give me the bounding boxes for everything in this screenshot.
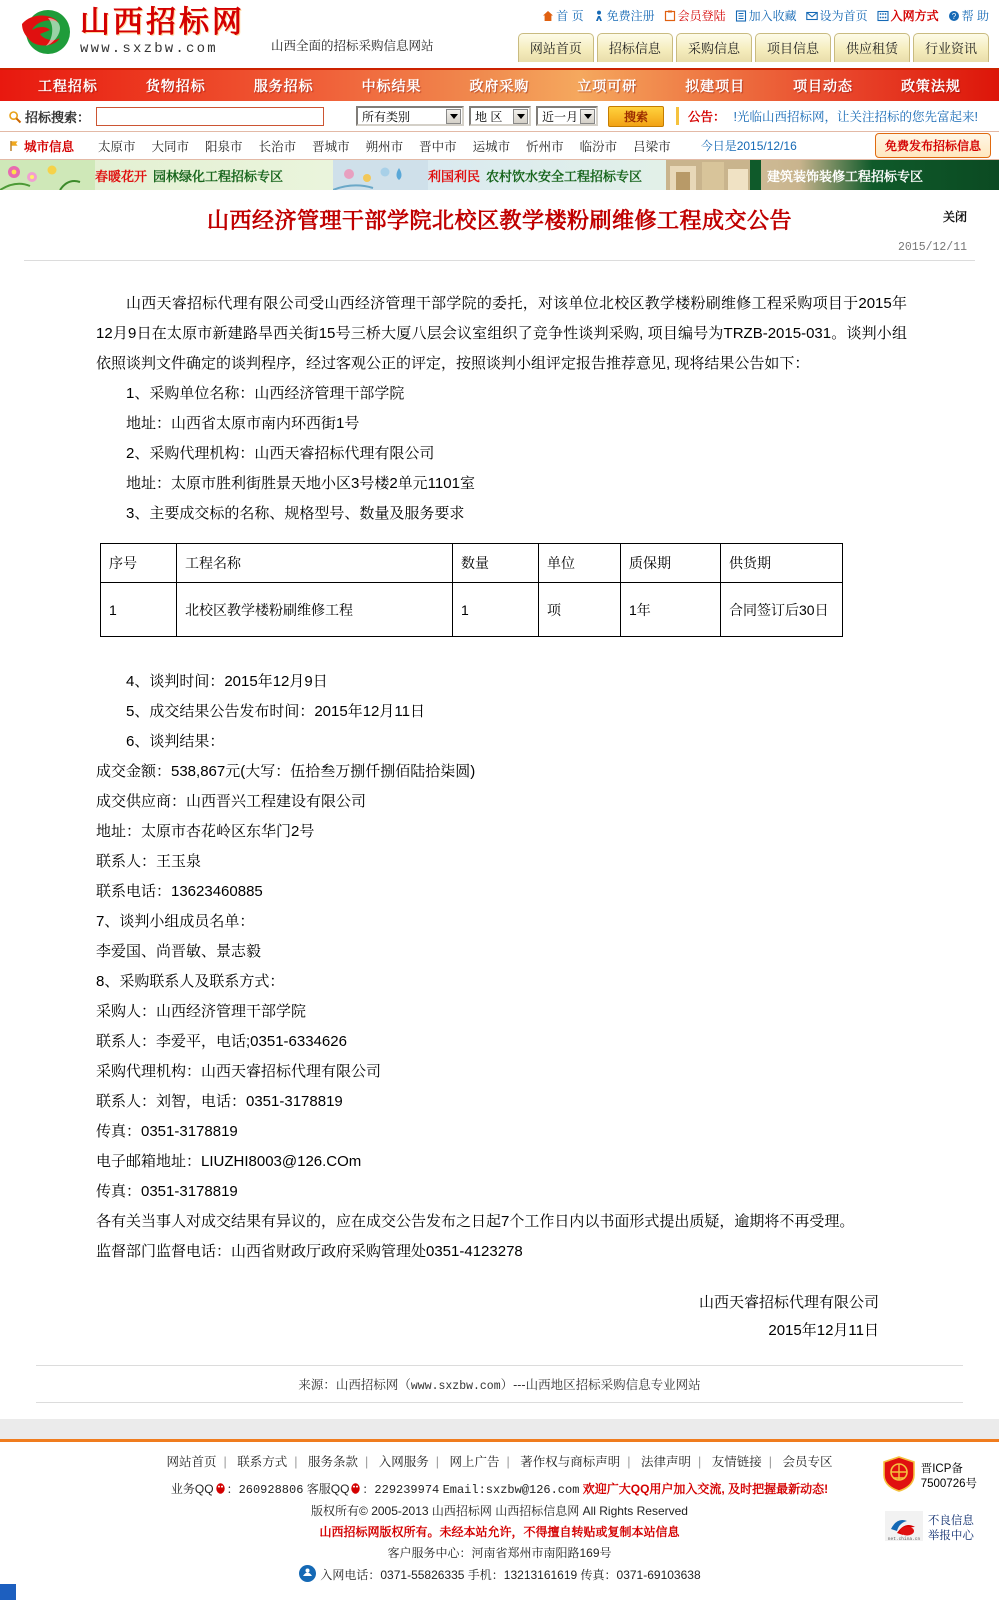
footer-link-copyright-trademark[interactable]: 著作权与商标声明: [520, 1455, 621, 1469]
nav-tab-purchase[interactable]: 采购信息: [676, 33, 752, 62]
article-line-fax-1: 传真：0351-3178819: [96, 1123, 238, 1140]
footer-contact-text: 入网电话：0371-55826335 手机：13213161619 传真：0371-69103638: [320, 1568, 701, 1582]
article-line-purchaser-name: 1、采购单位名称：山西经济管理干部学院: [126, 385, 405, 402]
category-select[interactable]: [356, 106, 464, 126]
banner-rural-water[interactable]: [333, 160, 666, 190]
article-line-supplier: 成交供应商：山西晋兴工程建设有限公司: [96, 793, 367, 810]
menu-item-results[interactable]: 中标结果: [361, 77, 422, 94]
logo-url: www.sxzbw.com: [80, 40, 218, 57]
table-cell-qty: 1: [453, 583, 539, 637]
svc-qq-number[interactable]: 229239974: [374, 1483, 440, 1497]
banner-row: [0, 160, 999, 190]
top-link-login[interactable]: [664, 7, 726, 24]
main-menu-bar: [0, 70, 999, 101]
icp-line-2: 7500726号: [920, 1477, 977, 1490]
article-line-agency-name: 2、采购代理机构：山西天睿招标代理有限公司: [126, 445, 435, 462]
top-link-register[interactable]: [593, 7, 655, 24]
search-input[interactable]: [96, 107, 324, 126]
footer-link-terms[interactable]: 服务条款: [307, 1455, 358, 1469]
article-line-purchaser: 采购人：山西经济管理干部学院: [96, 1003, 307, 1020]
nav-tab-bidding[interactable]: 招标信息: [597, 33, 673, 62]
svg-text:net.china.cn: net.china.cn: [887, 1537, 921, 1541]
source-prefix: 来源：山西招标网（: [298, 1378, 411, 1392]
period-select[interactable]: [536, 106, 598, 126]
today-date: 今日是2015/12/16: [700, 139, 797, 153]
spacer: [96, 637, 907, 667]
announcement-label: 公告：: [688, 110, 726, 124]
list-icon: [735, 10, 747, 22]
top-link-favorite[interactable]: [735, 7, 797, 24]
footer-link-legal[interactable]: 法律声明: [640, 1455, 691, 1469]
article-header: [14, 190, 985, 235]
search-button[interactable]: 搜索: [608, 106, 664, 127]
footer-email[interactable]: Email:sxzbw@126.com: [442, 1483, 580, 1497]
top-link-joinnet-label: 入网方式: [890, 9, 939, 23]
table-cell-warranty: 1年: [621, 583, 721, 637]
region-select-value: 地 区: [475, 109, 503, 124]
footer-link-contact[interactable]: 联系方式: [237, 1455, 288, 1469]
city-taiyuan[interactable]: 太原市: [98, 139, 136, 154]
table-cell-index: 1: [101, 583, 177, 637]
logo-icon: [18, 4, 74, 60]
footer-badges: [882, 1456, 977, 1546]
announcement-bar: [676, 107, 978, 125]
top-link-joinnet[interactable]: [877, 7, 939, 24]
home-icon: [542, 10, 554, 22]
city-datong[interactable]: 大同市: [151, 139, 190, 154]
banner-decoration[interactable]: [666, 160, 999, 190]
menu-item-engineering[interactable]: 工程招标: [37, 77, 98, 94]
banner-landscaping-text: 园林绿化工程招标专区: [153, 168, 284, 184]
signature-date: 2015年12月11日: [768, 1322, 879, 1339]
nav-tab-supply-lease[interactable]: 供应租赁: [834, 33, 910, 62]
banner-landscaping-red: 春暖花开: [95, 168, 148, 184]
footer-copyright: 版权所有© 2005-2013 山西招标网 山西招标信息网 All Rights Reserved: [311, 1504, 688, 1518]
chevron-down-icon: [513, 109, 528, 124]
table-row: [101, 583, 843, 637]
nav-tab-industry-news[interactable]: 行业资讯: [913, 33, 989, 62]
icp-line-1: 晋ICP备: [920, 1462, 963, 1475]
table-header-index: 序号: [101, 544, 177, 583]
banner-rural-water-red: 利国利民: [428, 168, 481, 184]
footer-qq-line: 业务QQ ：260928806 客服QQ ：229239974 Email:sxzbw@126.com 欢迎广大QQ用户加入交流, 及时把握最新动态!: [170, 1482, 829, 1497]
banner-landscaping[interactable]: [0, 160, 333, 190]
table-header-row: [101, 544, 843, 583]
menu-item-goods[interactable]: 货物招标: [145, 77, 206, 94]
top-link-help-label: 帮 助: [961, 9, 989, 23]
top-link-home[interactable]: [542, 7, 583, 24]
city-xinzhou[interactable]: 忻州市: [526, 139, 564, 154]
article-line-negotiation-date: 4、谈判时间：2015年12月9日: [126, 673, 328, 690]
report-line-2: 举报中心: [927, 1529, 974, 1542]
article-line-items-heading: 3、主要成交标的名称、规格型号、数量及服务要求: [126, 505, 465, 522]
category-select-value: 所有类别: [362, 109, 411, 124]
article-source: [36, 1365, 963, 1403]
top-link-register-label: 免费注册: [606, 9, 655, 23]
banner-rural-water-text: 农村饮水安全工程招标专区: [486, 168, 643, 184]
article-body: [14, 261, 985, 1345]
top-link-home-label: 首 页: [556, 9, 584, 23]
article-intro: 山西天睿招标代理有限公司受山西经济管理干部学院的委托，对该单位北校区教学楼粉刷维修工程采购项目于2015年12月9日在太原市新建路旱西关街15号三桥大厦八层会议室组织了竞争性谈判采购, 项目编号为TRZB-2015-031。谈判小组依照谈判文件确定的谈判程序，经过客观公正的评定，按照谈判小组评定报告推荐意见, 现将结果公告如下：: [96, 295, 907, 372]
table-header-delivery: 供货期: [721, 544, 843, 583]
article-line-fax-2: 传真：0351-3178819: [96, 1183, 238, 1200]
report-text: [928, 1514, 974, 1544]
footer-link-online-ads[interactable]: 网上广告: [449, 1455, 500, 1469]
footer-service-center: 客户服务中心：河南省郑州市南阳路169号: [387, 1546, 612, 1560]
article-date: 2015/12/11: [897, 241, 967, 254]
logo-title: 山西招标网: [80, 5, 245, 41]
table-header-warranty: 质保期: [621, 544, 721, 583]
table-header-name: 工程名称: [177, 544, 453, 583]
signature-company: 山西天睿招标代理有限公司: [698, 1294, 879, 1311]
icp-text: [921, 1462, 977, 1492]
top-link-help[interactable]: [948, 7, 989, 24]
table-header-unit: 单位: [539, 544, 621, 583]
city-info-text: 城市信息: [24, 139, 75, 154]
search-label-text: 招标搜索：: [25, 109, 91, 125]
free-publish-button[interactable]: 免费发布招标信息: [875, 133, 991, 158]
building-icon: [666, 160, 761, 190]
city-linfen[interactable]: 临汾市: [579, 139, 618, 154]
article-line-supplier-contact: 联系人：王玉泉: [96, 853, 202, 870]
close-button[interactable]: 关闭: [942, 210, 967, 224]
city-changzhi[interactable]: 长治市: [258, 139, 297, 154]
menu-item-service[interactable]: 服务招标: [253, 77, 314, 94]
svg-text:?: ?: [951, 11, 956, 21]
menu-item-policy[interactable]: 政策法规: [900, 77, 961, 94]
city-jinzhong[interactable]: 晋中市: [419, 139, 457, 154]
period-select-value: 近一月: [542, 109, 579, 124]
article-line-supplier-address: 地址：太原市杏花岭区东华门2号: [96, 823, 315, 840]
city-yangquan[interactable]: 阳泉市: [205, 139, 243, 154]
banner-decoration-text: 建筑装饰装修工程招标专区: [767, 168, 924, 184]
announcement-text: !光临山西招标网，让关注招标的您先富起来!: [733, 110, 978, 124]
search-bar: [0, 101, 999, 132]
article-line-agency-contact: 联系人：刘智，电话：0351-3178819: [96, 1093, 343, 1110]
footer-link-friendly-links[interactable]: 友情链接: [711, 1455, 762, 1469]
flowers-icon: [0, 160, 95, 190]
icp-badge[interactable]: [882, 1456, 977, 1497]
article-line-agency-address: 地址：太原市胜利街胜景天地小区3号楼2单元1101室: [126, 475, 475, 492]
menu-item-project-news[interactable]: 项目动态: [793, 77, 854, 94]
article-line-supervision-phone: 监督部门监督电话：山西省财政厅政府采购管理处0351-4123278: [96, 1243, 523, 1260]
table-cell-name: 北校区教学楼粉刷维修工程: [177, 583, 453, 637]
region-select[interactable]: [469, 106, 531, 126]
site-tagline: 山西全面的招标采购信息网站: [271, 39, 434, 53]
card-icon: [664, 10, 676, 22]
qq-penguin-icon: [350, 1481, 361, 1494]
biz-qq-number[interactable]: 260928806: [238, 1483, 304, 1497]
footer-link-join-service[interactable]: 入网服务: [378, 1455, 429, 1469]
top-links: [542, 0, 989, 24]
nav-tab-home[interactable]: 网站首页: [518, 33, 594, 62]
chevron-down-icon: [446, 109, 461, 124]
article-line-objection-notice: 各有关当事人对成交结果有异议的，应在成交公告发布之日起7个工作日内以书面形式提出质疑，逾期将不再受理。: [96, 1213, 855, 1230]
search-icon: [8, 110, 20, 122]
scroll-corner: [0, 1584, 16, 1600]
svc-qq-label: 客服QQ: [306, 1482, 350, 1496]
mail-icon: [806, 10, 818, 22]
chevron-down-icon: [580, 109, 595, 124]
article-line-email: 电子邮箱地址：LIUZHI8003@126.COm: [96, 1153, 362, 1170]
footer-link-home[interactable]: 网站首页: [166, 1455, 217, 1469]
article-line-panel-members: 李爱国、尚晋敏、景志毅: [96, 943, 262, 960]
table-header-qty: 数量: [453, 544, 539, 583]
site-logo[interactable]: [0, 0, 245, 60]
city-jincheng[interactable]: 晋城市: [312, 139, 350, 154]
footer-links: 网站首页 | 联系方式 | 服务条款 | 入网服务 | 网上广告 | 著作权与商标声明 | 法律声明 | 友情链接 | 会员专区: [166, 1455, 833, 1469]
table-cell-unit: 项: [539, 583, 621, 637]
table-cell-delivery: 合同签订后30日: [721, 583, 843, 637]
article-line-panel-heading: 7、谈判小组成员名单：: [96, 913, 255, 930]
city-shuozhou[interactable]: 朔州市: [365, 139, 404, 154]
article-line-result-heading: 6、谈判结果：: [126, 733, 225, 750]
footer-contact-line: [0, 1564, 999, 1586]
qq-penguin-icon: [215, 1481, 226, 1494]
flag-icon: [8, 140, 20, 152]
police-shield-icon: [882, 1456, 916, 1497]
site-header: [0, 0, 999, 70]
site-footer: [0, 1439, 999, 1600]
top-link-favorite-label: 加入收藏: [748, 9, 797, 23]
report-center-badge[interactable]: [885, 1511, 974, 1546]
article-line-contacts-heading: 8、采购联系人及联系方式：: [96, 973, 285, 990]
article-line-purchaser-address: 地址：山西省太原市南内环西街1号: [126, 415, 360, 432]
article-container: [0, 190, 999, 1403]
article-line-publish-date: 5、成交结果公告发布时间：2015年12月11日: [126, 703, 425, 720]
footer-copyright-warning: 山西招标网版权所有。未经本站允许，不得擅自转贴或复制本站信息: [319, 1525, 680, 1539]
city-yuncheng[interactable]: 运城市: [472, 139, 511, 154]
article-line-purchaser-contact: 联系人：李爱平，电话;0351-6334626: [96, 1033, 347, 1050]
article-line-amount: 成交金额：538,867元(大写：伍拾叁万捌仟捌佰陆拾柒圆): [96, 763, 476, 780]
source-url[interactable]: www.sxzbw.com: [410, 1380, 501, 1393]
menu-item-feasibility[interactable]: 立项可研: [577, 77, 638, 94]
help-icon: [948, 10, 960, 22]
grid-icon: [877, 10, 889, 22]
footer-welcome-text: 欢迎广大QQ用户加入交流, 及时把握最新动态!: [582, 1482, 829, 1496]
menu-item-planned[interactable]: 拟建项目: [685, 77, 746, 94]
city-info-label: [8, 137, 74, 155]
top-link-sethome-label: 设为首页: [819, 9, 868, 23]
nav-tab-project[interactable]: 项目信息: [755, 33, 831, 62]
biz-qq-label: 业务QQ: [170, 1482, 214, 1496]
footer-gap: [0, 1419, 999, 1439]
top-link-sethome[interactable]: [806, 7, 868, 24]
footer-link-member-zone[interactable]: 会员专区: [782, 1455, 833, 1469]
report-line-1: 不良信息: [927, 1514, 974, 1527]
search-label: [8, 107, 90, 126]
network-icon: [298, 1564, 317, 1583]
city-bar: [0, 132, 999, 160]
article-signature: [96, 1289, 907, 1345]
page-title: 山西经济管理干部学院北校区教学楼粉刷维修工程成交公告: [206, 209, 792, 234]
water-icon: [333, 160, 428, 190]
menu-item-gov-purchase[interactable]: 政府采购: [469, 77, 530, 94]
article-line-supplier-phone: 联系电话：13623460885: [96, 883, 263, 900]
report-logo-icon: [885, 1511, 923, 1546]
nav-tabs: [518, 33, 989, 62]
city-lvliang[interactable]: 吕梁市: [633, 139, 671, 154]
top-link-login-label: 会员登陆: [677, 9, 726, 23]
bid-items-table: [100, 543, 843, 637]
article-line-agency: 采购代理机构：山西天睿招标代理有限公司: [96, 1063, 382, 1080]
person-icon: [593, 10, 605, 22]
source-suffix: ）---山西地区招标采购信息专业网站: [500, 1378, 701, 1392]
city-list: [98, 137, 671, 155]
